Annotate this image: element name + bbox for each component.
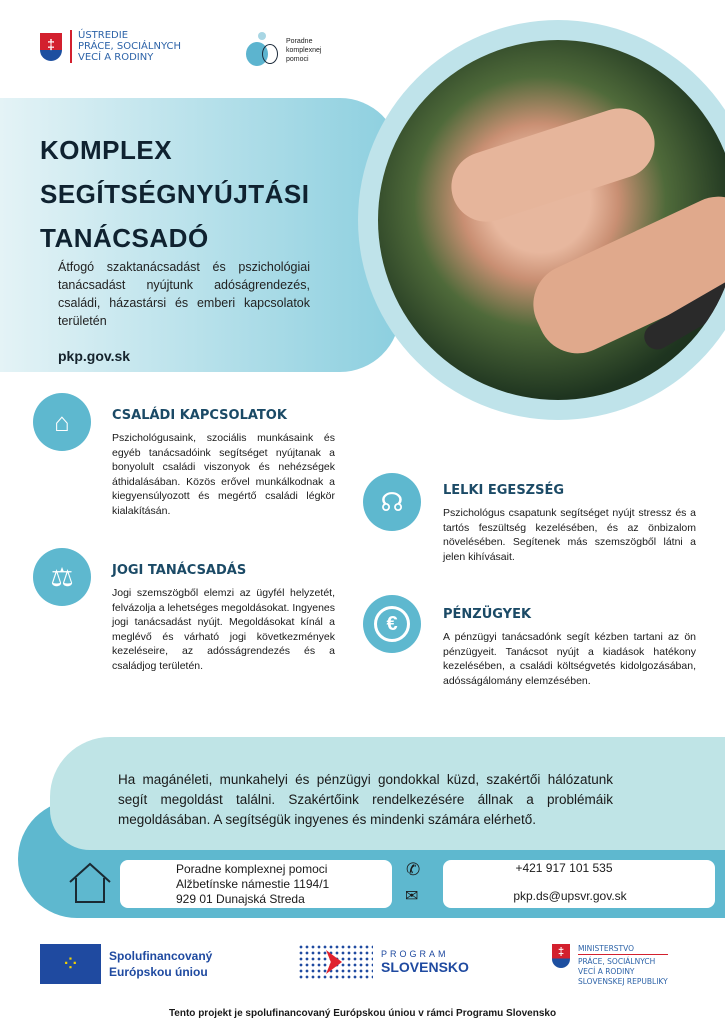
pkp-line: Poradne [286,37,313,45]
scales-icon: ⚖ [33,548,91,606]
headset-person-icon: ☊ [363,473,421,531]
section-title: PÉNZÜGYEK [443,607,532,622]
pkp-line: komplexnej [286,46,322,54]
program-line: SLOVENSKO [381,959,469,975]
ministry-footer-line: VECÍ A RODINY [578,967,635,976]
hands-photo [378,40,725,400]
ministry-footer-line: PRÁCE, SOCIÁLNYCH [578,957,656,966]
euro-icon: € [363,595,421,653]
home-icon [68,862,112,904]
slovak-coat-of-arms-icon: ‡ [40,33,62,61]
slovak-coat-of-arms-icon: ‡ [552,944,570,968]
family-house-icon: ⌂ [33,393,91,451]
intro-text: Átfogó szaktanácsadást és pszichológiai tanácsadást nyújtunk adóságrendezés, családi, házastársi és emberi kapcsolatok területén [58,260,310,328]
address-line: 929 01 Dunajská Streda [176,892,305,906]
ministry-footer-line: MINISTERSTVO [578,944,668,955]
section-text: A pénzügyi tanácsadónk segít kézben tartani az ön pénzügyeit. Tanácsot nyújt a kiadások hatékony kezelésében, a családi költségvetés kidolgozásában, adósságálomány elemzésében. [443,631,696,687]
ministry-logo [40,30,181,63]
section-legal [112,563,335,673]
section-title: JOGI TANÁCSADÁS [112,563,247,578]
section-text: Pszichológusaink, szociális munkásaink és egyéb tanácsadóink segítséget nyújtanak a bonyolult családi viszonyok és nehézségek áthidalásában. Közös erővel munkálkodnak a kiegyensúlyozott és megértő családi légkör kialakításán. [112,432,335,517]
section-text: Jogi szemszögből elemzi az ügyfél helyzetét, felvázolja a lehetséges megoldásokat. Ingyenes jogi tanácsadást nyújt. Megoldásokat kínál a meglévő és várható jogi következmények kezeléseire, az adósságrendezés és a családjog területén. [112,587,335,672]
pkp-line: pomoci [286,55,309,63]
section-title: CSALÁDI KAPCSOLATOK [112,408,287,423]
email-icon: ✉ [405,888,419,905]
title-line: TANÁCSADÓ [40,223,209,253]
pkp-people-icon [244,32,280,68]
ministry-line: ÚSTREDIE [78,30,129,41]
section-title: LELKI EGESZSÉG [443,483,565,498]
contact-box [443,860,715,908]
eu-logo [40,944,212,984]
pkp-logo [244,32,321,68]
eu-line: Európskou úniou [109,965,208,979]
eu-flag-icon: ⁘ [40,944,101,984]
message-text: Ha magánéleti, munkahelyi és pénzügyi gondokkal küzd, szakértői hálózatunk segít megoldást találni. Szakértőink rendelkezésére állnak a problémáik megoldásában. A segítségük ingyenes és mindenki számára elérhető. [118,772,613,827]
phone-icon: ✆ [406,860,421,879]
program-dots-icon [298,944,373,980]
email-address[interactable]: pkp.ds@upsvr.gov.sk [513,889,627,903]
section-text: Pszichológus csapatunk segítséget nyújt stressz és a tartós feszültség kezelésében, és az önbizalom növelésében. Segítenek más szemszögből látni a jelen kihívásait. [443,507,696,563]
footer-note: Tento projekt je spolufinancovaný Európskou úniou v rámci Programu Slovensko [168,1008,557,1019]
ministry-line: VECÍ A RODINY [78,52,154,63]
title-line: SEGÍTSÉGNYÚJTÁSI [40,179,310,209]
address-line: Poradne komplexnej pomoci [176,862,328,876]
page-title [40,128,310,260]
section-finances [443,607,696,688]
address-box [120,860,392,908]
phone-number[interactable]: +421 917 101 535 [515,861,613,875]
section-family [112,408,335,518]
website-link[interactable]: pkp.gov.sk [58,348,131,364]
address-line: Alžbetínske námestie 1194/1 [176,877,330,891]
eu-line: Spolufinancovaný [109,949,213,963]
ministry-footer-line: SLOVENSKEJ REPUBLIKY [578,977,668,986]
ministry-line: PRÁCE, SOCIÁLNYCH [78,41,182,52]
program-line: PROGRAM [381,949,449,959]
program-slovensko-logo [298,944,469,980]
title-line: KOMPLEX [40,135,173,165]
ministry-footer-logo [552,944,668,987]
section-mental-health [443,483,696,564]
